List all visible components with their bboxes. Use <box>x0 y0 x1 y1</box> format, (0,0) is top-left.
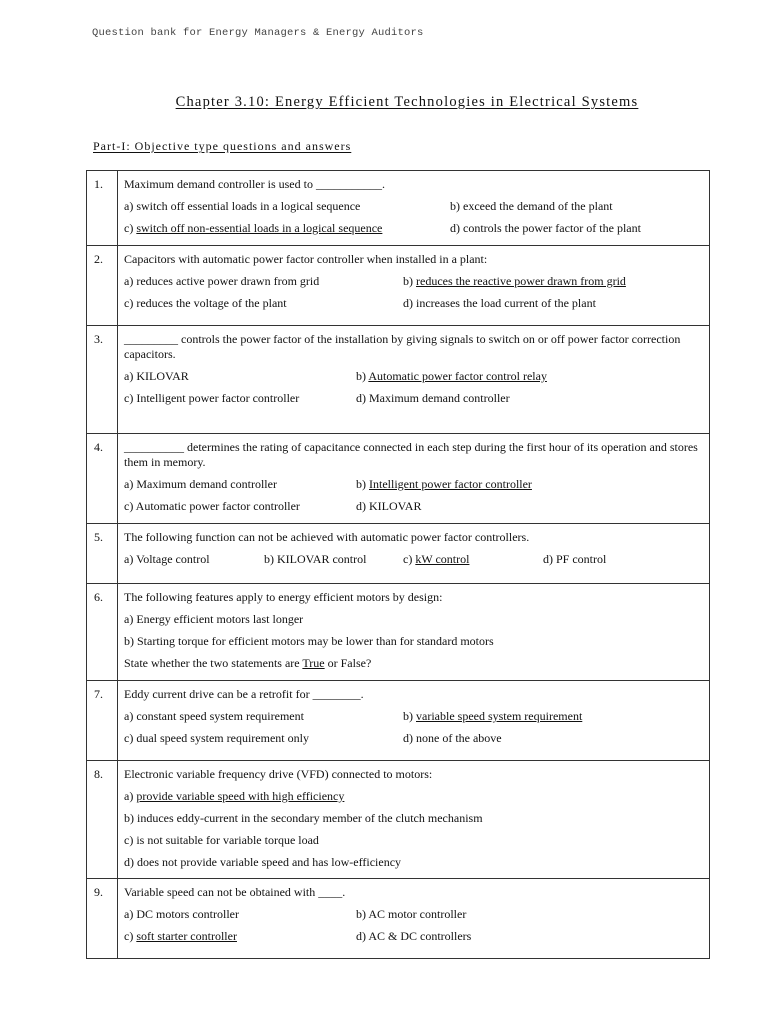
option-a-prefix: a) <box>124 789 137 803</box>
question-body <box>118 434 710 524</box>
question-text: Eddy current drive can be a retrofit for ________. <box>124 687 364 701</box>
option-c-answer: soft starter controller <box>136 929 237 943</box>
option-a: a) switch off essential loads in a logical sequence <box>124 199 361 213</box>
question-text: __________ determines the rating of capacitance connected in each step during the first hour of its operation and stores them in memory. <box>124 440 698 469</box>
option-c: c) reduces the voltage of the plant <box>124 296 287 310</box>
option-a-answer: provide variable speed with high efficiency <box>136 789 345 803</box>
option-c-prefix: c) <box>403 552 416 566</box>
question-number: 3. <box>87 326 118 434</box>
option-c: c) dual speed system requirement only <box>124 731 309 745</box>
question-number: 6. <box>87 584 118 681</box>
question-row-9 <box>87 879 710 959</box>
option-a: a) DC motors controller <box>124 907 239 921</box>
question-number: 1. <box>87 171 118 246</box>
prompt-answer: True <box>302 656 325 670</box>
question-row-2 <box>87 246 710 326</box>
option-d: d) controls the power factor of the plant <box>450 221 641 235</box>
option-b: b) KILOVAR control <box>264 552 367 566</box>
option-c <box>124 929 356 944</box>
option-c <box>124 221 450 236</box>
question-row-4 <box>87 434 710 524</box>
option-c-answer: kW control <box>415 552 470 566</box>
question-body <box>118 524 710 584</box>
option-a: a) reduces active power drawn from grid <box>124 274 320 288</box>
question-row-8 <box>87 761 710 879</box>
question-row-6 <box>87 584 710 681</box>
option-b <box>356 369 547 384</box>
option-c-answer: switch off non-essential loads in a logical sequence <box>136 221 383 235</box>
option-b: b) exceed the demand of the plant <box>450 199 613 213</box>
option-d: d) increases the load current of the plant <box>403 296 596 310</box>
statement-b: b) Starting torque for efficient motors may be lower than for standard motors <box>124 634 494 648</box>
option-a: a) Voltage control <box>124 552 210 566</box>
question-body <box>118 171 710 246</box>
question-number: 7. <box>87 681 118 761</box>
option-b-answer: Automatic power factor control relay <box>368 369 547 383</box>
option-a: a) constant speed system requirement <box>124 709 304 723</box>
option-d: d) Maximum demand controller <box>356 391 510 405</box>
prompt-suffix: or False? <box>324 656 372 670</box>
question-row-7 <box>87 681 710 761</box>
question-body <box>118 584 710 681</box>
question-body <box>118 246 710 326</box>
question-text: Variable speed can not be obtained with ____. <box>124 885 346 899</box>
question-body <box>118 879 710 959</box>
question-text: Capacitors with automatic power factor controller when installed in a plant: <box>124 252 488 266</box>
question-body <box>118 761 710 879</box>
question-body <box>118 326 710 434</box>
option-a: a) KILOVAR <box>124 369 189 383</box>
option-a: a) Maximum demand controller <box>124 477 277 491</box>
question-row-3 <box>87 326 710 434</box>
option-d: d) does not provide variable speed and has low-efficiency <box>124 855 402 869</box>
option-b-prefix: b) <box>403 274 416 288</box>
question-number: 9. <box>87 879 118 959</box>
option-b-answer: variable speed system requirement <box>416 709 583 723</box>
option-b-prefix: b) <box>356 369 369 383</box>
question-text: The following function can not be achieved with automatic power factor controllers. <box>124 530 530 544</box>
question-number: 8. <box>87 761 118 879</box>
option-d: d) KILOVAR <box>356 499 422 513</box>
option-b-prefix: b) <box>403 709 416 723</box>
question-text: Maximum demand controller is used to ___________. <box>124 177 385 191</box>
true-false-prompt <box>124 656 703 671</box>
question-text: The following features apply to energy efficient motors by design: <box>124 590 443 604</box>
option-b: b) AC motor controller <box>356 907 467 921</box>
option-d: d) PF control <box>543 552 607 566</box>
option-d: d) AC & DC controllers <box>356 929 472 943</box>
option-d: d) none of the above <box>403 731 502 745</box>
option-b <box>403 709 582 724</box>
option-b-answer: reduces the reactive power drawn from grid <box>416 274 626 288</box>
question-number: 2. <box>87 246 118 326</box>
option-a <box>124 789 703 804</box>
option-b: b) induces eddy-current in the secondary member of the clutch mechanism <box>124 811 483 825</box>
statement-a: a) Energy efficient motors last longer <box>124 612 304 626</box>
option-c: c) is not suitable for variable torque load <box>124 833 319 847</box>
question-text: Electronic variable frequency drive (VFD) connected to motors: <box>124 767 433 781</box>
option-c: c) Automatic power factor controller <box>124 499 300 513</box>
questions-table <box>86 170 710 959</box>
prompt-prefix: State whether the two statements are <box>124 656 303 670</box>
option-b <box>356 477 532 492</box>
question-number: 5. <box>87 524 118 584</box>
option-c: c) Intelligent power factor controller <box>124 391 300 405</box>
chapter-title: Chapter 3.10: Energy Efficient Technologies in Electrical Systems <box>175 94 639 110</box>
option-c <box>403 552 543 567</box>
question-number: 4. <box>87 434 118 524</box>
question-row-1 <box>87 171 710 246</box>
option-b <box>403 274 626 289</box>
option-c-prefix: c) <box>124 929 137 943</box>
question-row-5 <box>87 524 710 584</box>
option-b-answer: Intelligent power factor controller <box>369 477 532 491</box>
part-title: Part-I: Objective type questions and answers <box>93 139 352 153</box>
option-b-prefix: b) <box>356 477 369 491</box>
question-body <box>118 681 710 761</box>
question-text: _________ controls the power factor of the installation by giving signals to switch on or off power factor correction capacitors. <box>124 332 681 361</box>
header-note: Question bank for Energy Managers & Energy Auditors <box>92 27 424 39</box>
option-c-prefix: c) <box>124 221 137 235</box>
